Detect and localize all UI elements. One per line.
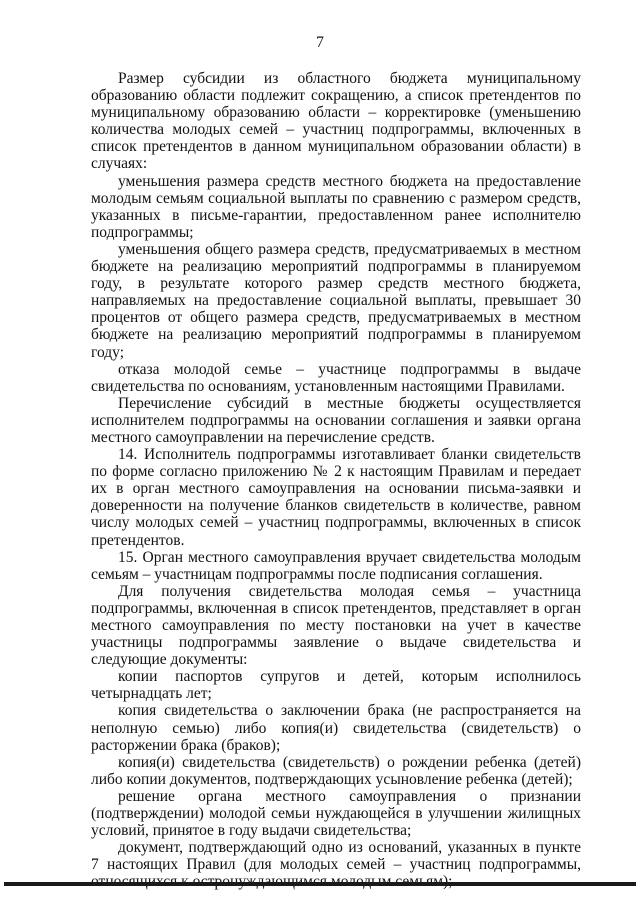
document-body [91, 70, 581, 891]
paragraph-marriage-certificate: копия свидетельства о заключении брака (не распространяется на неполную семью) либо копия(и) свидетельства (свидетельств) о расторжении брака (браков); [91, 702, 581, 754]
paragraph-documents-intro: Для получения свидетельства молодая семья – участница подпрограммы, включенная в список претендентов, представляет в орган местного самоуправления по месту постановки на учет в качестве участницы подпрограммы заявление о выдаче свидетельства и следующие документы: [91, 582, 581, 669]
paragraph-subsidy-reduction: Размер субсидии из областного бюджета муниципальному образованию области подлежит сокращению, а список претендентов по муниципальному образованию области – корректировке (уменьшению количества молодых семей – участниц подпрограммы, включенных в список претендентов в данном муниципальном образовании области) в случаях: [91, 70, 581, 173]
page-number: 7 [316, 34, 324, 51]
paragraph-refusal: отказа молодой семье – участнице подпрограммы в выдаче свидетельства по основаниям, установленным настоящими Правилами. [91, 360, 581, 395]
paragraph-birth-certificates: копия(и) свидетельства (свидетельств) о рождении ребенка (детей) либо копии документов, подтверждающих усыновление ребенка (детей); [91, 753, 581, 788]
paragraph-passport-copies: копии паспортов супругов и детей, которым исполнилось четырнадцать лет; [91, 668, 581, 703]
paragraph-subsidy-transfer: Перечисление субсидий в местные бюджеты осуществляется исполнителем подпрограммы на основании соглашения и заявки органа местного самоуправлении на перечисление средств. [91, 394, 581, 446]
paragraph-item-7-document: документ, подтверждающий одно из оснований, указанных в пункте 7 настоящих Правил (для молодых семей – участниц подпрограммы, [91, 839, 581, 874]
bottom-border-rule [4, 882, 636, 886]
paragraph-item-14: 14. Исполнитель подпрограммы изготавливает бланки свидетельств по форме согласно приложению № 2 к настоящим Правилам и передает их в орган местного самоуправления на основании письма-заявки и доверенности на получение бланков свидетельств в количестве, равном числу молодых семей – участниц подпрограммы, включенных в список претендентов. [91, 446, 581, 549]
paragraph-item-15: 15. Орган местного самоуправления вручает свидетельства молодым семьям – участницам подпрограммы после подписания соглашения. [91, 548, 581, 583]
paragraph-local-budget-reduction: уменьшения размера средств местного бюджета на предоставление молодым семьям социальной выплаты по сравнению с размером средств, указанных в письме-гарантии, предоставленном ранее исполнителю подпрограммы; [91, 172, 581, 241]
paragraph-housing-decision: решение органа местного самоуправления о признании (подтверждении) молодой семьи нуждающейся в улучшении жилищных условий, принятое в году выдачи свидетельства; [91, 787, 581, 840]
paragraph-total-funds-reduction: уменьшения общего размера средств, предусматриваемых в местном бюджете на реализацию мероприятий подпрограммы в планируемом году, в результате которого размер средств местного бюджета, направляемых на предоставление социальной выплаты, превышает 30 процентов от общего размера средств, предусматриваемых в местном бюджете на реализацию мероприятий подпрограммы в планируемом году; [91, 240, 581, 361]
